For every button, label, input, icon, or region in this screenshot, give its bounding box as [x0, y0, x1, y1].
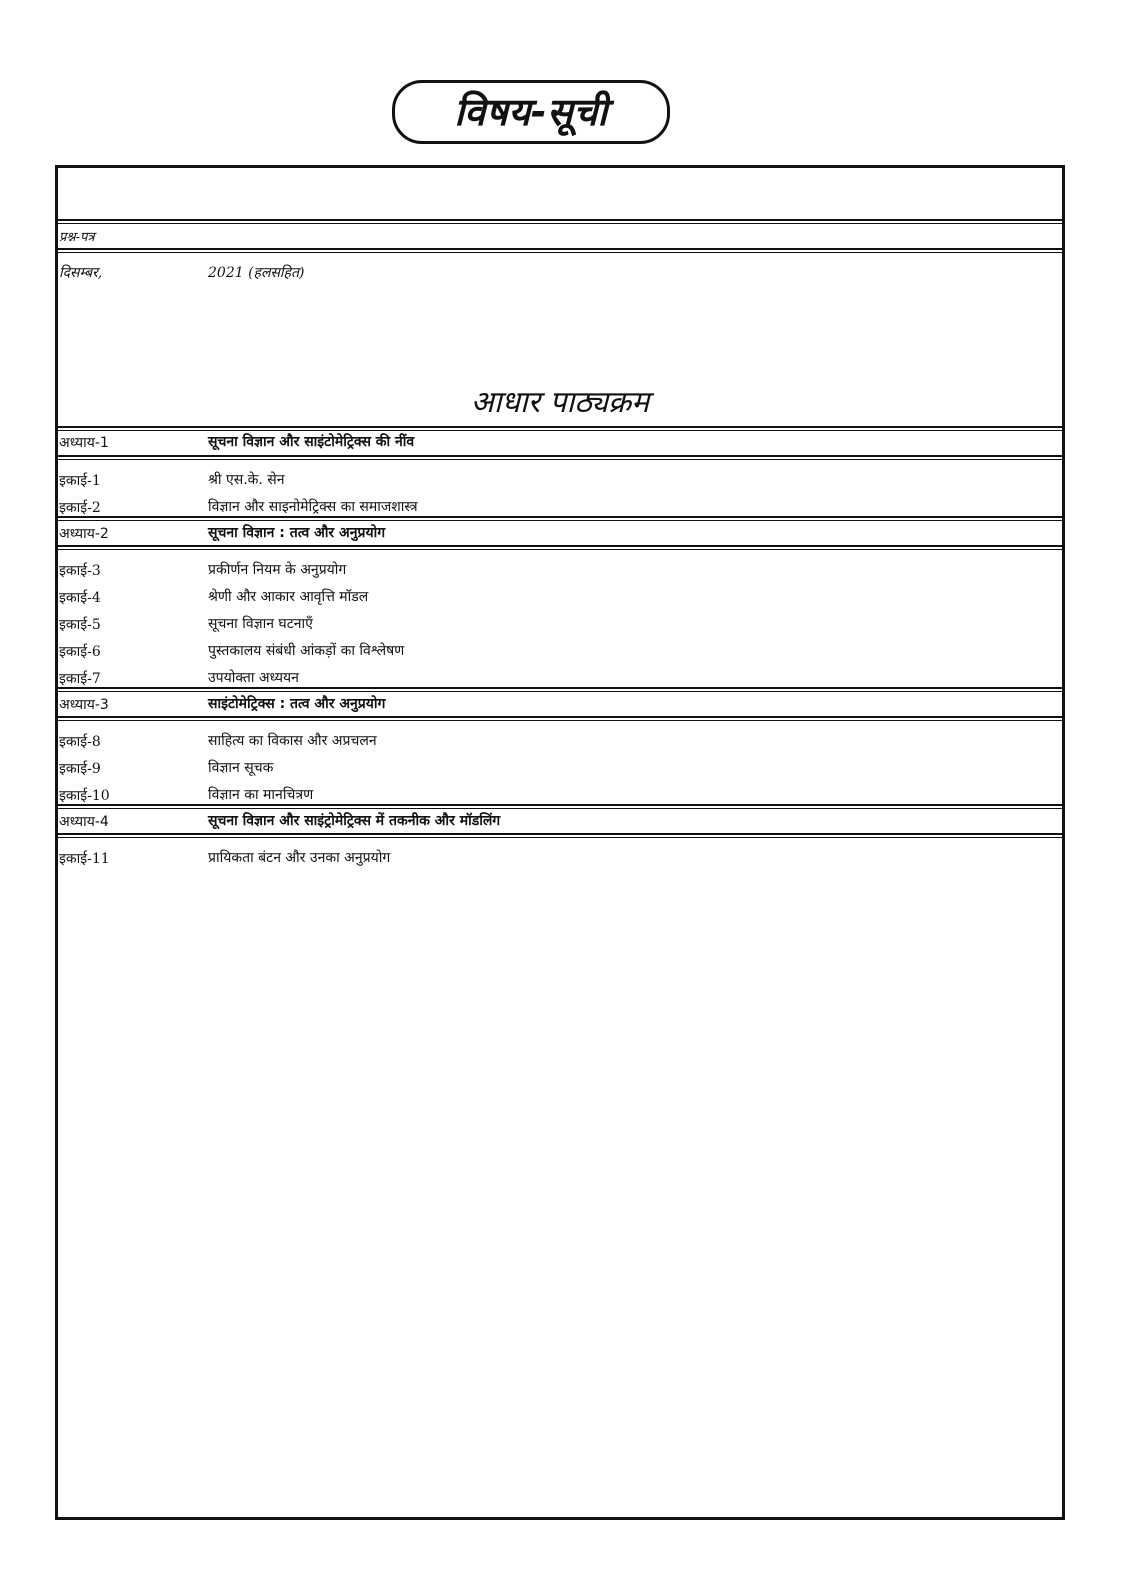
unit-label: इकाई-8 [59, 734, 101, 750]
divider [58, 248, 1062, 250]
unit-label: इकाई-5 [59, 617, 101, 633]
chapter-label: अध्याय-3 [59, 697, 109, 713]
unit-title: सूचना विज्ञान घटनाएँ [208, 616, 313, 632]
contents-frame [55, 165, 1065, 1520]
divider [58, 833, 1062, 835]
unit-label: इकाई-9 [59, 761, 101, 777]
divider [58, 691, 1062, 692]
question-paper-year: 2021 (हलसहित) [208, 265, 305, 281]
unit-title: उपयोक्ता अध्ययन [208, 670, 299, 686]
divider [58, 687, 1062, 689]
divider [58, 252, 1062, 253]
unit-label: इकाई-6 [59, 644, 101, 660]
divider [58, 223, 1062, 224]
chapter-label: अध्याय-4 [59, 814, 109, 830]
chapter-title: साइंटोमेट्रिक्स : तत्व और अनुप्रयोग [208, 696, 386, 712]
unit-label: इकाई-2 [59, 500, 101, 516]
question-paper-month: दिसम्बर, [59, 265, 103, 281]
chapter-label: अध्याय-1 [59, 435, 109, 451]
unit-label: इकाई-1 [59, 473, 101, 489]
unit-label: इकाई-10 [59, 788, 110, 804]
page-title-box [392, 80, 670, 144]
divider [58, 549, 1062, 550]
section-title: आधार पाठ्यक्रम [470, 385, 650, 420]
divider [58, 520, 1062, 521]
divider [58, 716, 1062, 718]
unit-label: इकाई-7 [59, 671, 101, 687]
unit-title: पुस्तकालय संबंधी आंकड़ों का विश्लेषण [208, 643, 405, 659]
chapter-title: सूचना विज्ञान और साइंटोमेट्रिक्स की नींव [208, 434, 415, 450]
unit-title: श्री एस.के. सेन [208, 472, 285, 488]
chapter-title: सूचना विज्ञान और साइंट्रोमेट्रिक्स में तकनीक और मॉडलिंग [208, 813, 501, 829]
divider [58, 430, 1062, 431]
chapter-title: सूचना विज्ञान : तत्व और अनुप्रयोग [208, 525, 386, 541]
unit-title: प्रकीर्णन नियम के अनुप्रयोग [208, 562, 347, 578]
divider [58, 837, 1062, 838]
unit-label: इकाई-11 [59, 851, 110, 867]
divider [58, 426, 1062, 428]
divider [58, 219, 1062, 221]
divider [58, 804, 1062, 806]
divider [58, 516, 1062, 518]
divider [58, 545, 1062, 547]
page-title: विषय-सूची [454, 90, 608, 134]
divider [58, 459, 1062, 460]
divider [58, 808, 1062, 809]
unit-label: इकाई-4 [59, 590, 101, 606]
question-paper-heading: प्रश्न-पत्र [59, 230, 95, 245]
unit-title: विज्ञान सूचक [208, 760, 274, 776]
unit-title: प्रायिकता बंटन और उनका अनुप्रयोग [208, 850, 391, 866]
unit-title: विज्ञान का मानचित्रण [208, 787, 314, 803]
divider [58, 720, 1062, 721]
unit-title: साहित्य का विकास और अप्रचलन [208, 733, 377, 749]
unit-label: इकाई-3 [59, 563, 101, 579]
chapter-label: अध्याय-2 [59, 526, 109, 542]
divider [58, 455, 1062, 457]
unit-title: श्रेणी और आकार आवृत्ति मॉडल [208, 589, 369, 605]
unit-title: विज्ञान और साइनोमेट्रिक्स का समाजशास्त्र [208, 499, 418, 515]
